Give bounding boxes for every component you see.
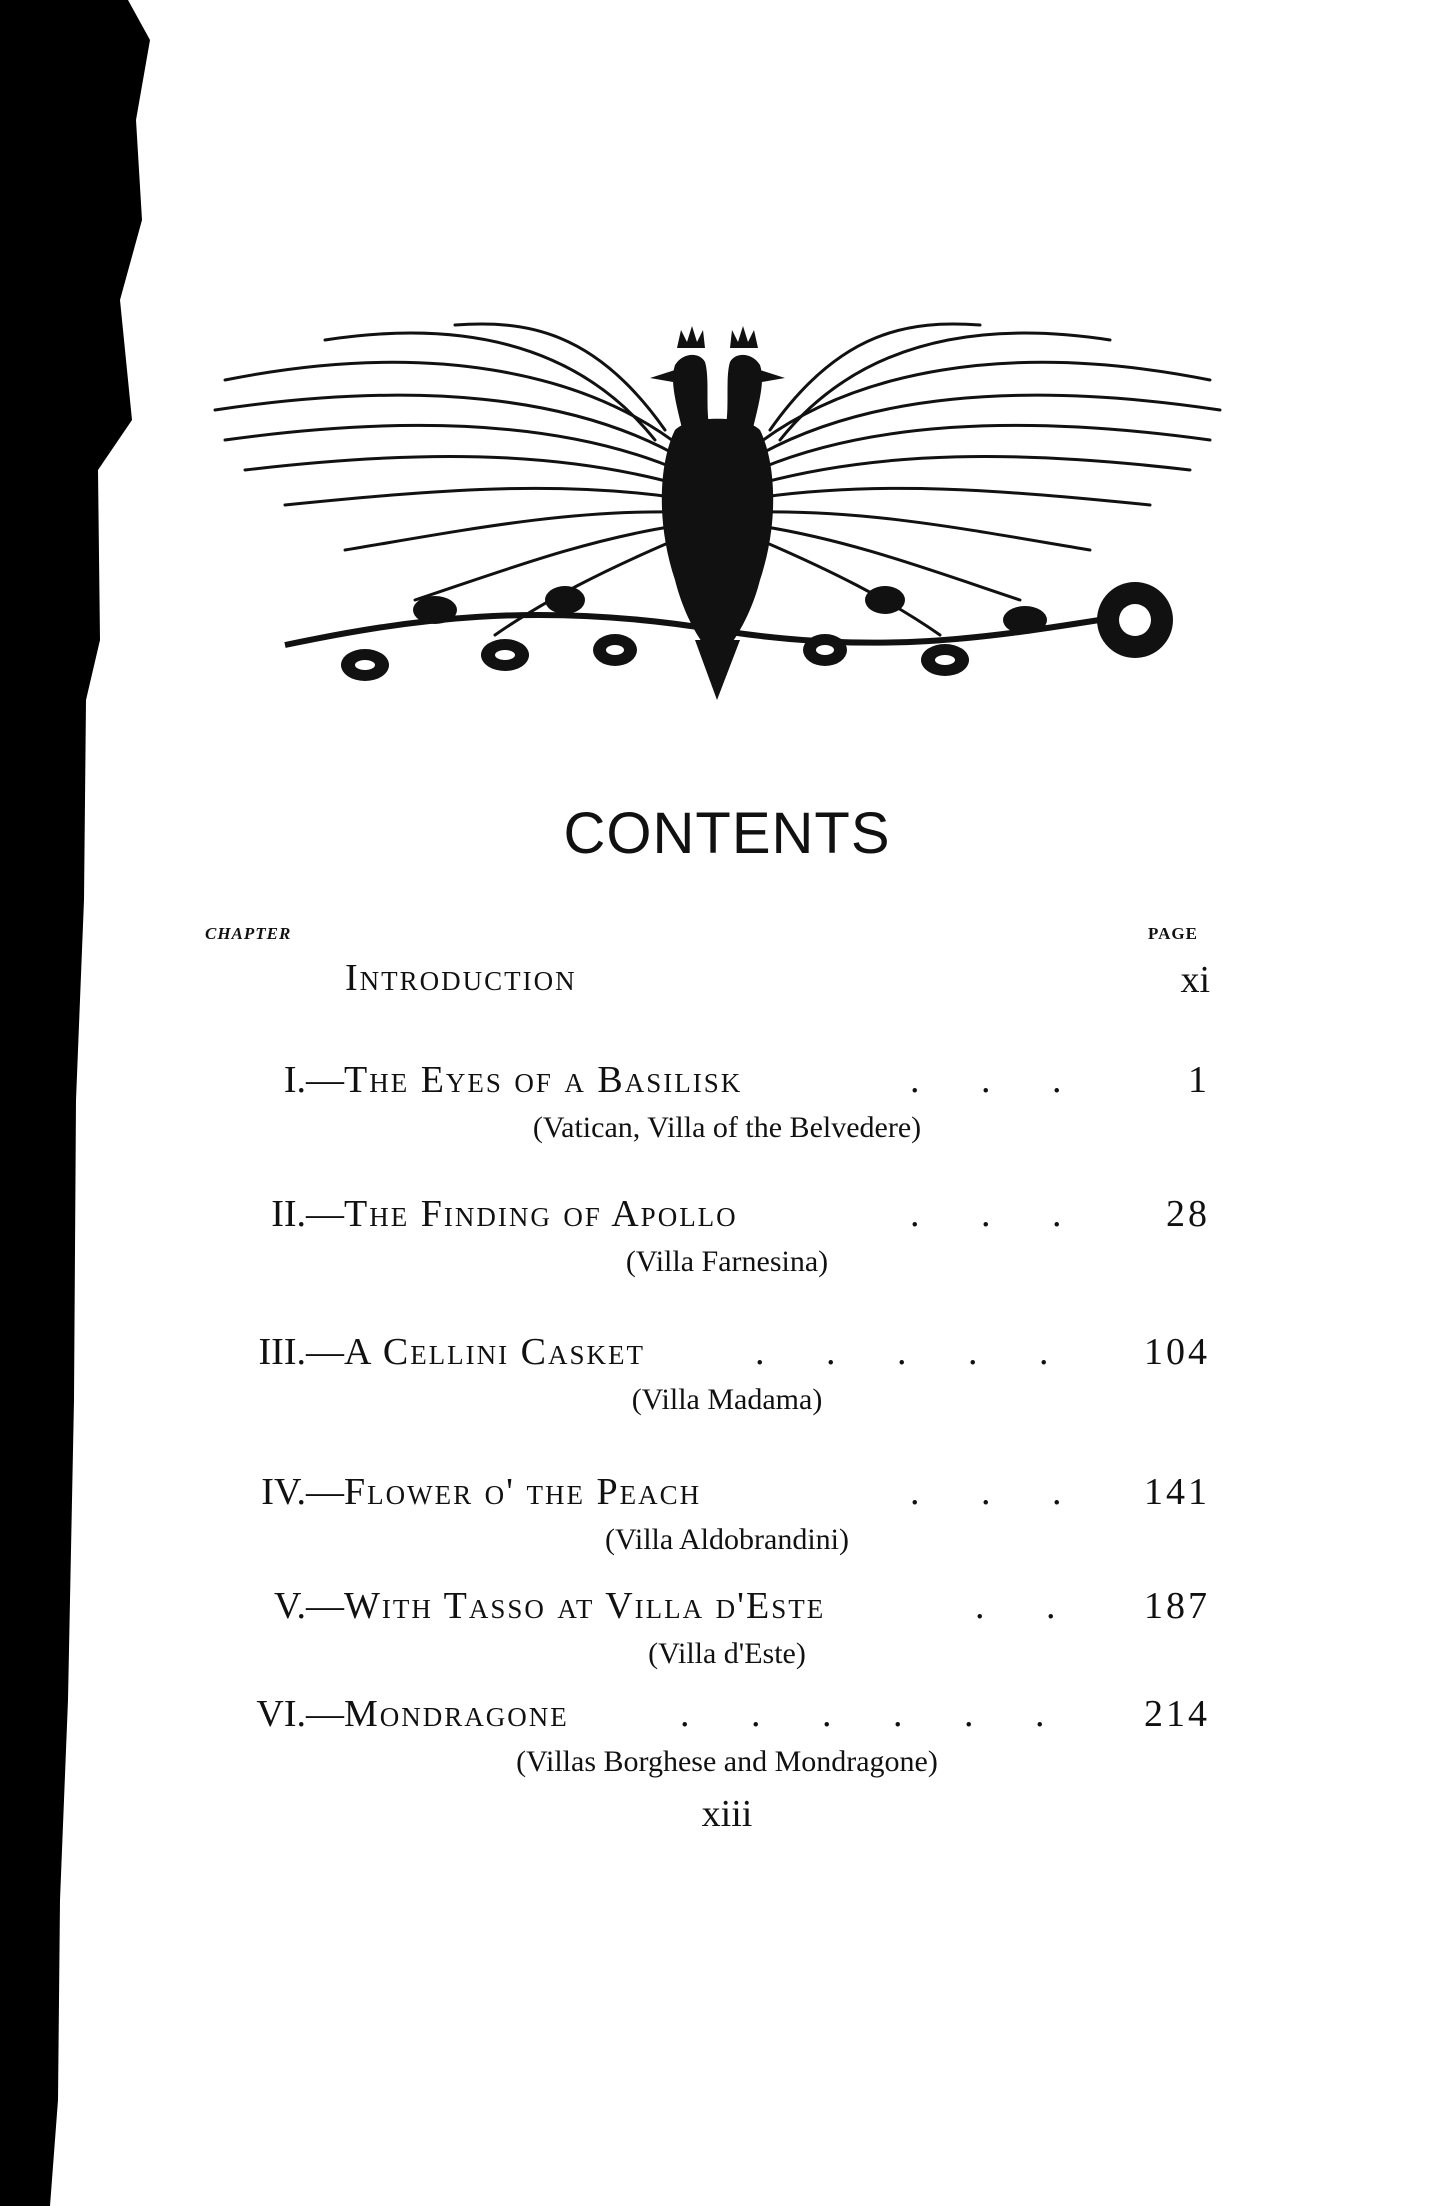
chapter-title: With Tasso at Villa d'Este <box>344 1585 826 1627</box>
dot-leaders: . . . . . <box>755 1331 1075 1373</box>
chapter-numeral: IV.— <box>261 1471 344 1513</box>
chapter-page: 28 <box>1166 1193 1210 1235</box>
dot-leaders: . . . . . . <box>680 1693 1071 1735</box>
chapter-title: A Cellini Casket <box>344 1331 645 1373</box>
page-title: CONTENTS <box>563 801 891 866</box>
chapter-column-header: CHAPTER <box>205 924 292 943</box>
introduction-page: xi <box>1180 959 1210 1001</box>
chapter-numeral: V.— <box>273 1585 344 1627</box>
chapter-numeral: VI.— <box>256 1693 344 1735</box>
chapter-villa: (Vatican, Villa of the Belvedere) <box>532 1111 922 1144</box>
chapter-title: The Finding of Apollo <box>344 1193 738 1235</box>
page-column-header: PAGE <box>1148 924 1198 943</box>
introduction-title: Introduction <box>345 957 577 999</box>
chapter-title: The Eyes of a Basilisk <box>344 1059 743 1101</box>
dot-leaders: . . <box>975 1585 1082 1627</box>
chapter-title: Flower o' the Peach <box>344 1471 702 1513</box>
chapter-villa: (Villas Borghese and Mondragone) <box>516 1745 938 1778</box>
chapter-villa: (Villa Farnesina) <box>625 1245 829 1278</box>
chapter-numeral: III.— <box>258 1331 344 1373</box>
chapter-page: 141 <box>1144 1471 1210 1513</box>
chapter-numeral: II.— <box>271 1193 344 1235</box>
chapter-villa: (Villa Aldobrandini) <box>605 1523 849 1556</box>
chapter-page: 214 <box>1144 1693 1210 1735</box>
page-spine-edge <box>0 0 150 2206</box>
page-folio: xiii <box>701 1793 753 1835</box>
double-headed-eagle-icon <box>205 300 1230 710</box>
dot-leaders: . . . <box>910 1471 1088 1513</box>
chapter-page: 1 <box>1188 1059 1210 1101</box>
chapter-villa: (Villa d'Este) <box>648 1637 806 1670</box>
dot-leaders: . . . <box>910 1059 1088 1101</box>
chapter-numeral: I.— <box>283 1059 344 1101</box>
chapter-page: 104 <box>1144 1331 1210 1373</box>
chapter-villa: (Villa Madama) <box>631 1383 823 1416</box>
chapter-title: Mondragone <box>344 1693 569 1735</box>
dot-leaders: . . . <box>910 1193 1088 1235</box>
chapter-page: 187 <box>1144 1585 1210 1627</box>
